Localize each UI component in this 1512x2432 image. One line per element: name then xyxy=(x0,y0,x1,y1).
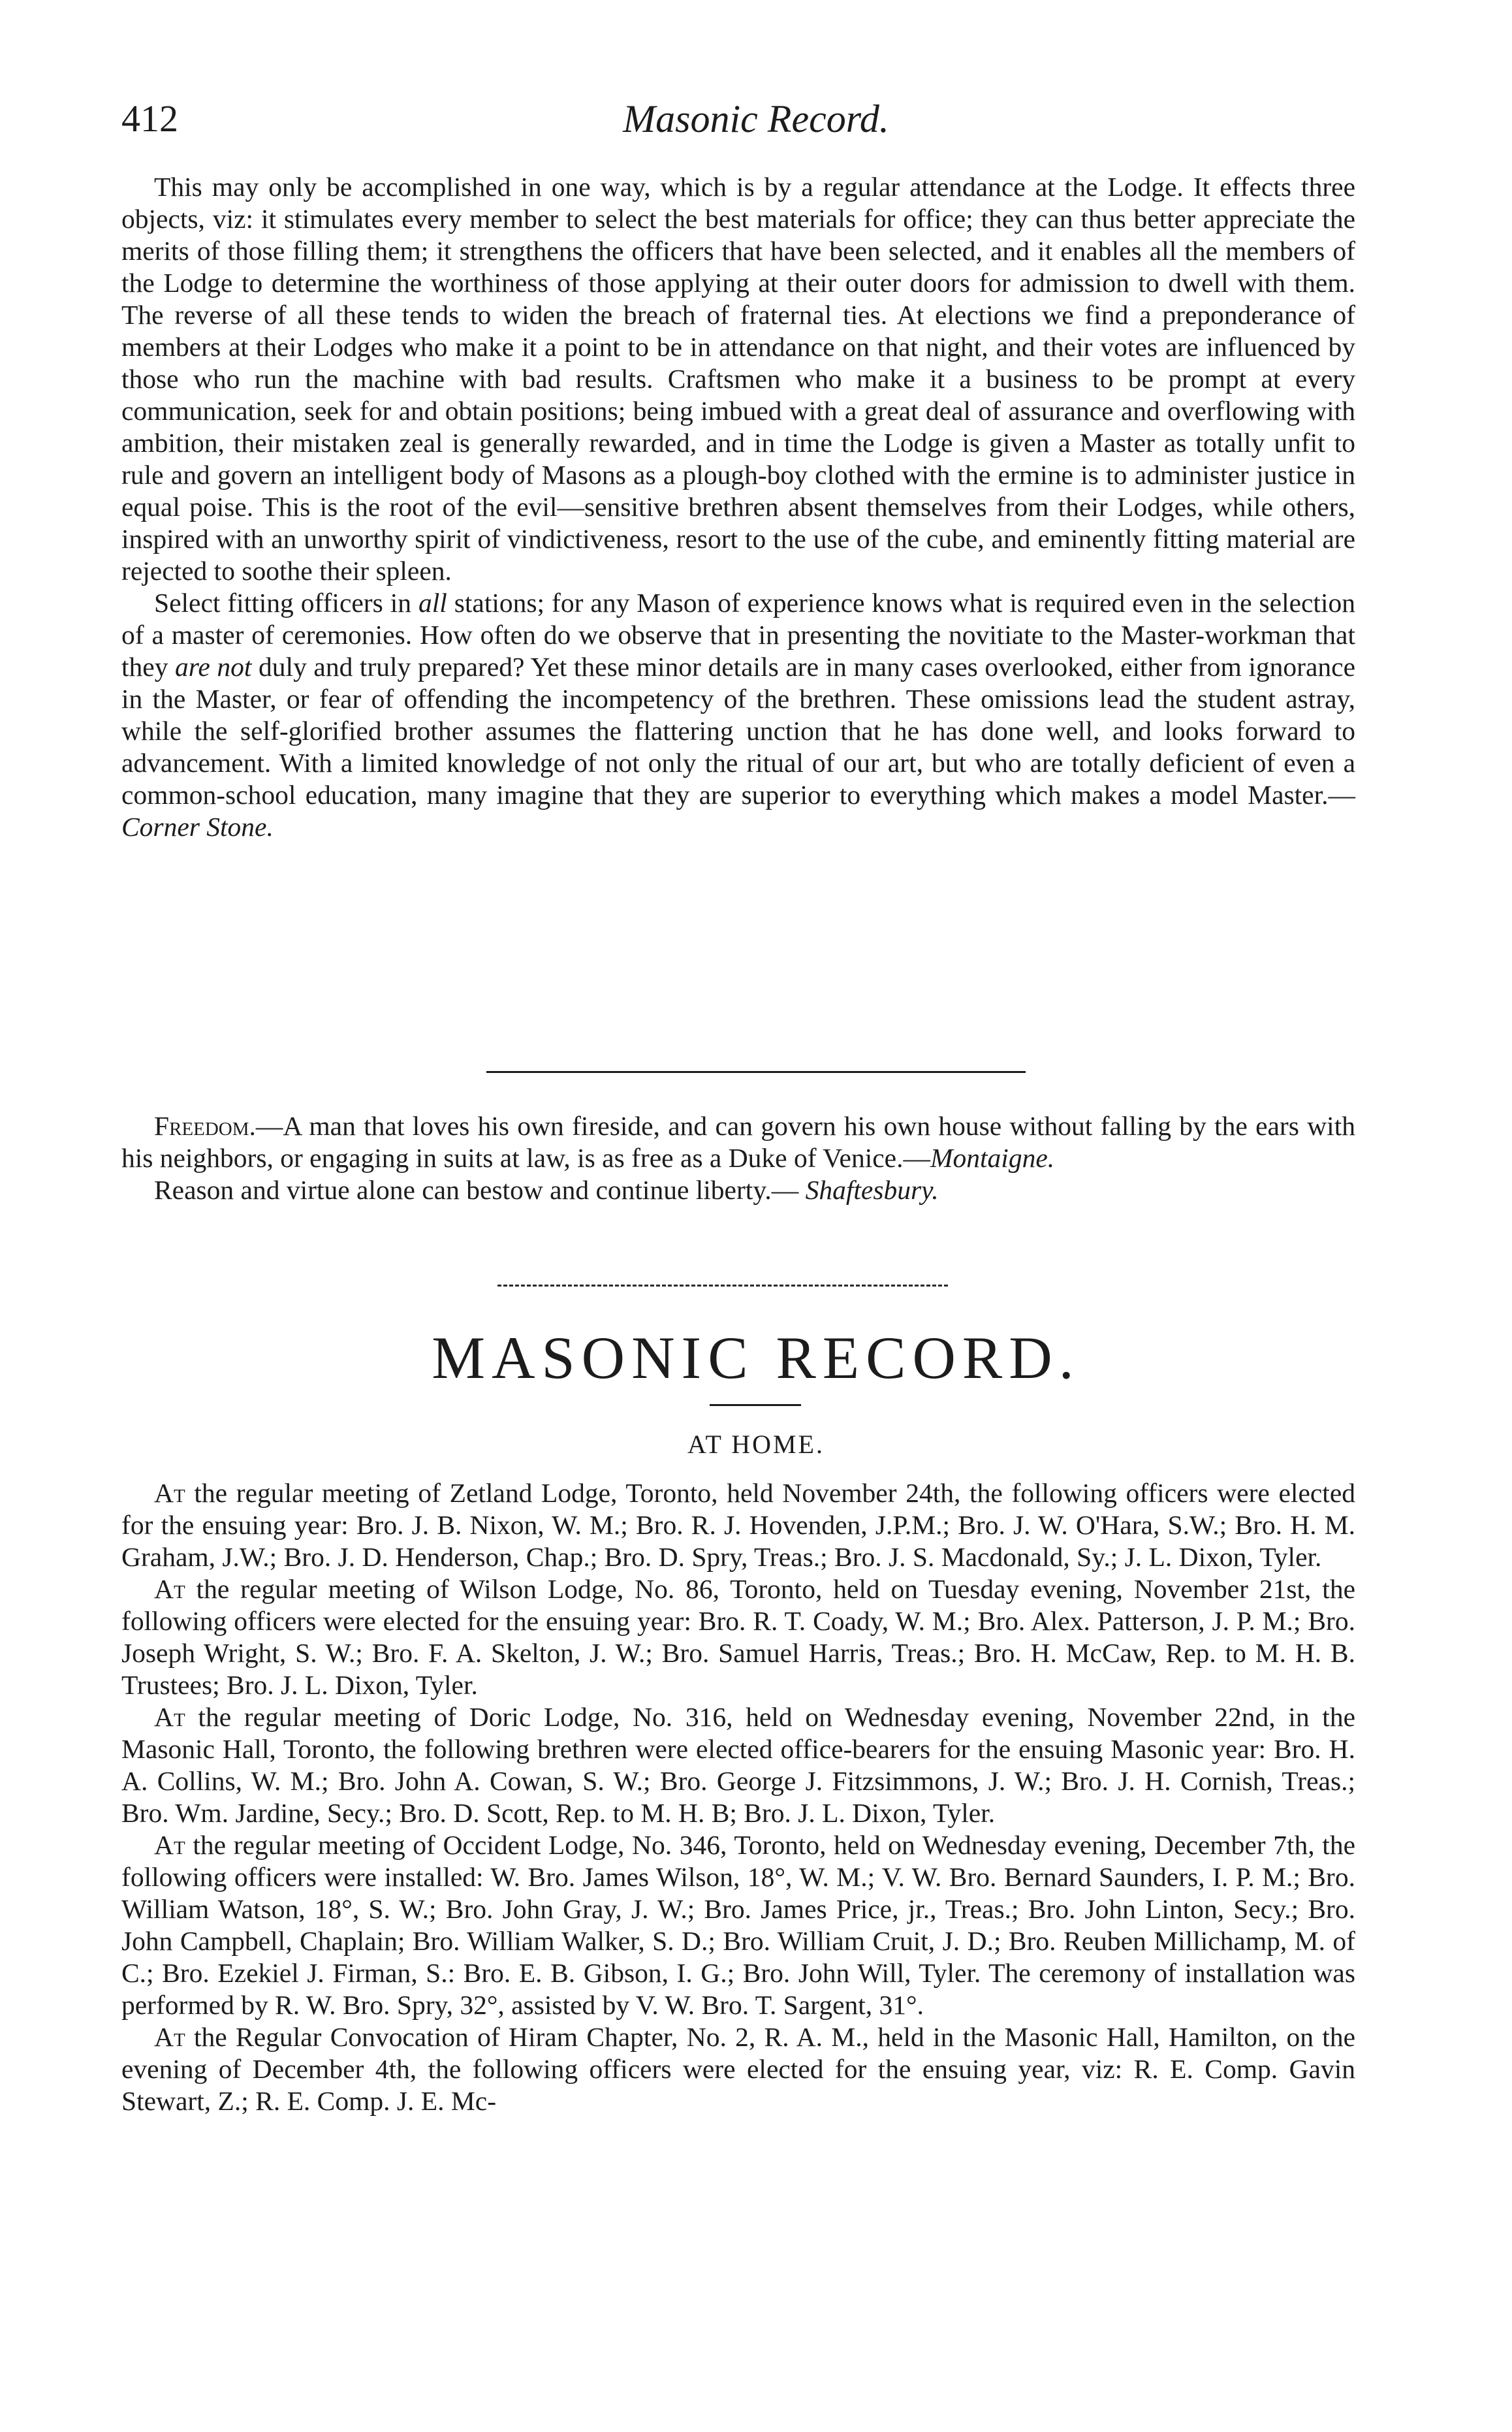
paragraph-text: Select fitting officers in xyxy=(154,588,418,618)
freedom-text: —A man that loves his own fireside, and can govern his own house without falling by the ears with his neighbors, or engaging in suits at law, is as free as a Duke of Venice.— xyxy=(121,1111,1355,1173)
paragraph-text: stations; for any Mason of experience knows what is required even in the selection of a master of ceremonies. How often do we observe that in presenting the novitiate to the Master-workman that they xyxy=(121,588,1355,682)
report-lead: At xyxy=(154,1830,185,1860)
title-underline xyxy=(710,1404,801,1406)
freedom-heading: Freedom. xyxy=(154,1111,256,1141)
signature-corner-stone: Corner Stone. xyxy=(121,812,274,842)
freedom-paragraph xyxy=(121,1110,1355,1174)
article-paragraph-1: This may only be accomplished in one way, which is by a regular attendance at the Lodge. It effects three objects, viz: it stimulates every member to select the best materials for office; they can thus better appreciate the merits of those filling them; it strengthens the officers that have been selected, and it enables all the members of the Lodge to determine the worthiness of those applying at their outer doors for admission to dwell with them. The reverse of all these tends to widen the breach of fraternal ties. At elections we find a preponderance of members at their Lodges who make it a point to be in attendance on that night, and their votes are influenced by those who run the machine with bad results. Craftsmen who make it a business to be prompt at every communication, seek for and obtain positions; being imbued with a great deal of assurance and overflowing with ambition, their mistaken zeal is generally rewarded, and in time the Lodge is given a Master as totally unfit to rule and govern an intelligent body of Masons as a plough-boy clothed with the ermine is to administer justice in equal poise. This is the root of the evil—sensitive brethren absent themselves from their Lodges, while others, inspired with an unworthy spirit of vindictiveness, resort to the use of the cube, and eminently fitting material are rejected to soothe their spleen. xyxy=(121,172,1355,586)
report-lead: At xyxy=(154,1702,185,1732)
report-text: the regular meeting of Wilson Lodge, No. 86, Toronto, held on Tuesday evening, November 21st, the following officers were elected for the ensuing year: Bro. R. T. Coady, W. M.; Bro. Alex. Patterson, J. P. M.; Bro. Joseph Wright, S. W.; Bro. F. A. Skelton, J. W.; Bro. Samuel Harris, Treas.; Bro. H. McCaw, Rep. to M. H. B. Trustees; Bro. J. L. Dixon, Tyler. xyxy=(121,1574,1355,1700)
signature-shaftesbury: Shaftesbury. xyxy=(805,1175,939,1205)
report-wilson-lodge xyxy=(121,1573,1355,1701)
dashed-divider xyxy=(497,1285,948,1287)
report-occident-lodge xyxy=(121,1829,1355,2021)
paragraph-text: duly and truly prepared? Yet these minor details are in many cases overlooked, either from ignorance in the Master, or fear of offending the incompetency of the brethren. These omissions lead the student astray, while the self-glorified brother assumes the flattering unction that he has done well, and looks forward to advancement. With a limited knowledge of not only the ritual of our art, but who are totally deficient of even a common-school education, many imagine that they are superior to everything which makes a model Master.— xyxy=(121,652,1355,810)
freedom-excerpt xyxy=(121,1110,1355,1206)
lodge-reports xyxy=(121,1477,1355,2117)
report-doric-lodge xyxy=(121,1701,1355,1829)
article-body xyxy=(121,171,1355,843)
report-text: the Regular Convocation of Hiram Chapter, No. 2, R. A. M., held in the Masonic Hall, Hamilton, on the evening of December 4th, the following officers were elected for the ensuing year, viz: R. E. Comp. Gavin Stewart, Z.; R. E. Comp. J. E. Mc- xyxy=(121,2022,1355,2116)
signature-montaigne: Montaigne. xyxy=(930,1143,1055,1173)
liberty-text: Reason and virtue alone can bestow and continue liberty.— xyxy=(154,1175,806,1205)
section-subtitle: AT HOME. xyxy=(687,1430,825,1459)
section-title: MASONIC RECORD. xyxy=(432,1324,1080,1391)
article-paragraph-2 xyxy=(121,587,1355,843)
emphasis-are-not: are not xyxy=(175,652,252,682)
section-divider xyxy=(486,1071,1026,1073)
report-text: the regular meeting of Occident Lodge, No. 346, Toronto, held on Wednesday evening, December 7th, the following officers were installed: W. Bro. James Wilson, 18°, W. M.; V. W. Bro. Bernard Saunders, I. P. M.; Bro. William Watson, 18°, S. W.; Bro. John Gray, J. W.; Bro. James Price, jr., Treas.; Bro. John Linton, Secy.; Bro. John Campbell, Chaplain; Bro. William Walker, S. D.; Bro. William Cruit, J. D.; Bro. Reuben Millichamp, M. of C.; Bro. Ezekiel J. Firman, S.: Bro. E. B. Gibson, I. G.; Bro. John Will, Tyler. The ceremony of installation was performed by R. W. Bro. Spry, 32°, assisted by V. W. Bro. T. Sargent, 31°. xyxy=(121,1830,1355,2020)
report-lead: At xyxy=(154,1574,185,1604)
report-lead: At xyxy=(154,1478,185,1508)
report-lead: At xyxy=(154,2022,185,2052)
liberty-quote xyxy=(121,1174,1355,1206)
report-zetland-lodge xyxy=(121,1477,1355,1573)
page-number: 412 xyxy=(121,97,178,140)
emphasis-all: all xyxy=(418,588,447,618)
report-text: the regular meeting of Zetland Lodge, Toronto, held November 24th, the following officers were elected for the ensuing year: Bro. J. B. Nixon, W. M.; Bro. R. J. Hovenden, J.P.M.; Bro. J. W. O'Hara, S.W.; Bro. H. M. Graham, J.W.; Bro. J. D. Henderson, Chap.; Bro. D. Spry, Treas.; Bro. J. S. Macdonald, Sy.; J. L. Dixon, Tyler. xyxy=(121,1478,1355,1572)
page-header xyxy=(0,97,1512,155)
running-title: Masonic Record. xyxy=(623,97,889,140)
report-text: the regular meeting of Doric Lodge, No. 316, held on Wednesday evening, November 22nd, in the Masonic Hall, Toronto, the following brethren were elected office-bearers for the ensuing Masonic year: Bro. H. A. Collins, W. M.; Bro. John A. Cowan, S. W.; Bro. George J. Fitzsimmons, J. W.; Bro. J. H. Cornish, Treas.; Bro. Wm. Jardine, Secy.; Bro. D. Scott, Rep. to M. H. B; Bro. J. L. Dixon, Tyler. xyxy=(121,1702,1355,1828)
report-hiram-chapter xyxy=(121,2021,1355,2117)
